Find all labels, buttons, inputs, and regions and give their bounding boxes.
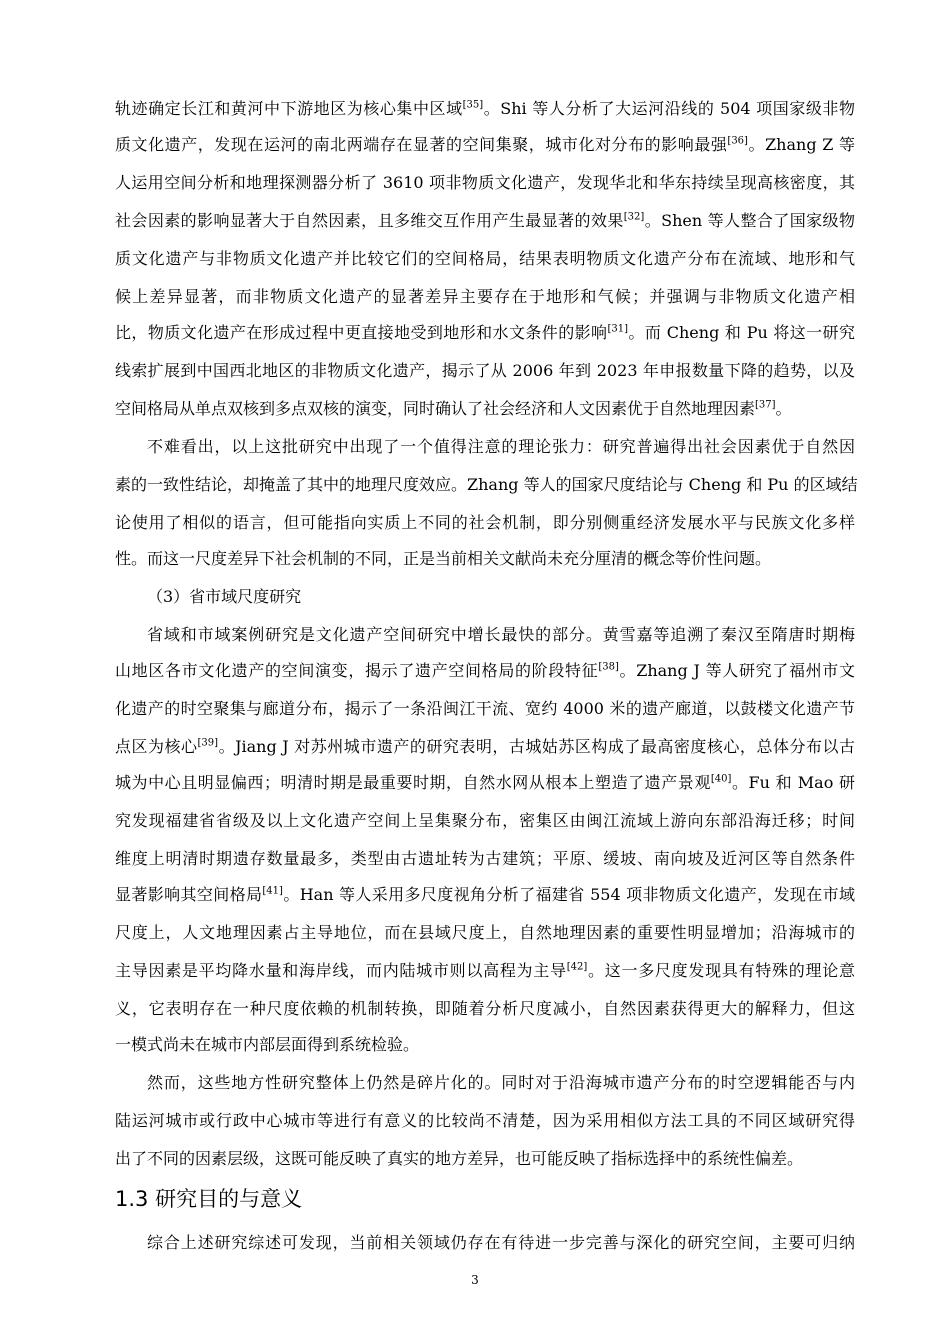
text-line: 然而，这些地方性研究整体上仍然是碎片化的。同时对于沿海城市遗产分布的时空逻辑能否与内 [147, 1073, 855, 1092]
text-line: 陆运河城市或行政中心城市等进行有意义的比较尚不清楚，因为采用相似方法工具的不同区域研究得 [115, 1111, 855, 1130]
text-line: 社会因素的影响显著大于自然因素，且多维交互作用产生最显著的效果[32]。Shen 等人整合了国家级物 [115, 211, 855, 230]
text-line: 候上差异显著，而非物质文化遗产的显著差异主要存在于地形和气候；并强调与非物质文化遗产相 [115, 287, 855, 306]
text-line: 论使用了相似的语言，但可能指向实质上不同的社会机制，即分别侧重经济发展水平与民族文化多样 [115, 513, 855, 532]
text-line: 综合上述研究综述可发现，当前相关领域仍存在有待进一步完善与深化的研究空间，主要可归纳 [147, 1233, 855, 1252]
text-line: 显著影响其空间格局[41]。Han 等人采用多尺度视角分析了福建省 554 项非物质文化遗产，发现在市域 [115, 885, 855, 904]
text-line: 质文化遗产，发现在运河的南北两端存在显著的空间集聚，城市化对分布的影响最强[36]。Zhang Z 等 [115, 135, 855, 154]
text-line: 城为中心且明显偏西；明清时期是最重要时期，自然水网从根本上塑造了遗产景观[40]。Fu 和 Mao 研 [115, 773, 855, 792]
text-line: 究发现福建省省级及以上文化遗产空间上呈集聚分布，密集区由闽江流域上游向东部沿海迁移；时间 [115, 811, 855, 830]
text-line: 义，它表明存在一种尺度依赖的机制转换，即随着分析尺度减小，自然因素获得更大的解释力，但这 [115, 999, 855, 1018]
text-line: 山地区各市文化遗产的空间演变，揭示了遗产空间格局的阶段特征[38]。Zhang J 等人研究了福州市文 [115, 661, 855, 680]
text-line: 素的一致性结论，却掩盖了其中的地理尺度效应。Zhang 等人的国家尺度结论与 Cheng 和 Pu 的区域结 [115, 475, 858, 494]
text-line: 性。而这一尺度差异下社会机制的不同，正是当前相关文献尚未充分厘清的概念等价性问题。 [115, 549, 772, 568]
text-line: 空间格局从单点双核到多点双核的演变，同时确认了社会经济和人文因素优于自然地理因素[37]。 [115, 399, 792, 418]
text-line: 化遗产的时空聚集与廊道分布，揭示了一条沿闽江干流、宽约 4000 米的遗产廊道，以鼓楼文化遗产节 [115, 699, 855, 718]
subsection-heading: （3）省市域尺度研究 [147, 587, 302, 606]
text-line: 一模式尚未在城市内部层面得到系统检验。 [115, 1035, 420, 1054]
text-line: 线索扩展到中国西北地区的非物质文化遗产，揭示了从 2006 年到 2023 年申报数量下降的趋势，以及 [115, 361, 855, 380]
text-line: 主导因素是平均降水量和海岸线，而内陆城市则以高程为主导[42]。这一多尺度发现具有特殊的理论意 [115, 961, 855, 980]
text-line: 维度上明清时期遗存数量最多，类型由古遗址转为古建筑；平原、缓坡、南向坡及近河区等自然条件 [115, 849, 855, 868]
text-line: 质文化遗产与非物质文化遗产并比较它们的空间格局，结果表明物质文化遗产分布在流域、地形和气 [115, 249, 855, 268]
text-line: 尺度上，人文地理因素占主导地位，而在县域尺度上，自然地理因素的重要性明显增加；沿海城市的 [115, 923, 855, 942]
text-line: 人运用空间分析和地理探测器分析了 3610 项非物质文化遗产，发现华北和华东持续呈现高核密度，其 [115, 173, 855, 192]
text-line: 轨迹确定长江和黄河中下游地区为核心集中区域[35]。Shi 等人分析了大运河沿线的 504 项国家级非物 [115, 99, 855, 118]
section-heading: 1.3 研究目的与意义 [115, 1187, 303, 1211]
page-number: 3 [471, 1273, 479, 1287]
text-line: 不难看出，以上这批研究中出现了一个值得注意的理论张力：研究普遍得出社会因素优于自然因 [147, 437, 855, 456]
text-line: 点区为核心[39]。Jiang J 对苏州城市遗产的研究表明，古城姑苏区构成了最高密度核心，总体分布以古 [115, 737, 855, 756]
text-line: 出了不同的因素层级，这既可能反映了真实的地方差异，也可能反映了指标选择中的系统性偏差。 [115, 1149, 804, 1168]
text-line: 比，物质文化遗产在形成过程中更直接地受到地形和水文条件的影响[31]。而 Cheng 和 Pu 将这一研究 [115, 323, 855, 342]
text-line: 省域和市域案例研究是文化遗产空间研究中增长最快的部分。黄雪嘉等追溯了秦汉至隋唐时期梅 [147, 625, 855, 644]
